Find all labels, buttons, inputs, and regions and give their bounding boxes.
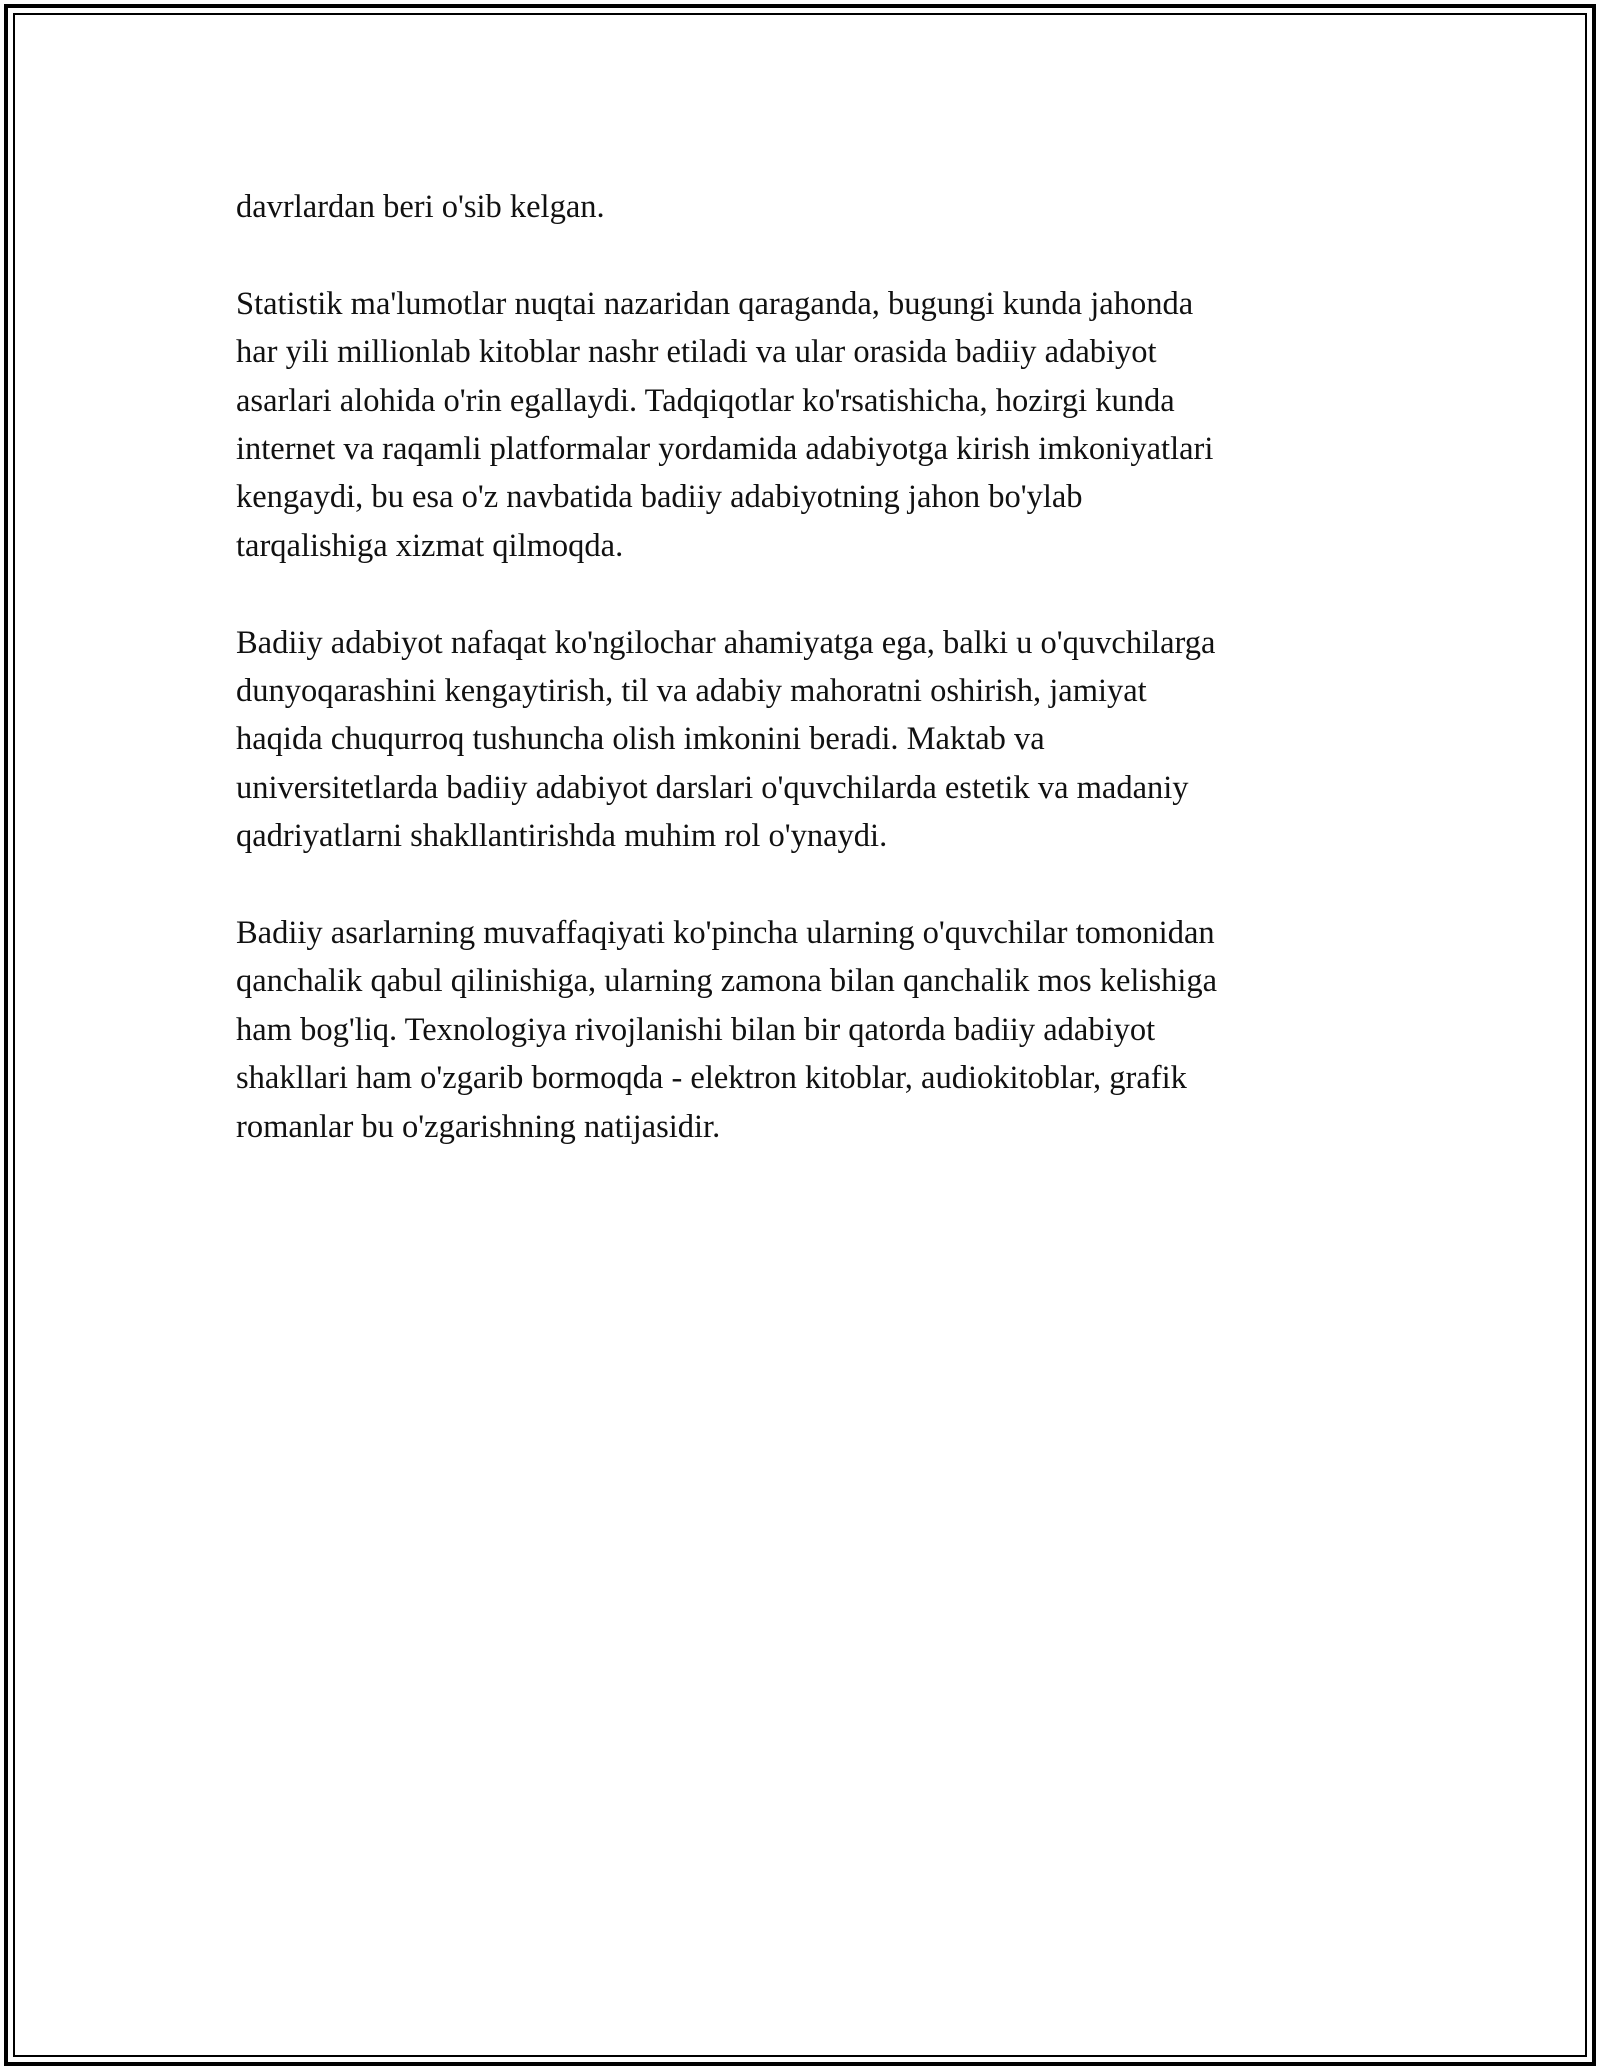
text-line: Statistik ma'lumotlar nuqtai nazaridan qaraganda, bugungi kunda jahonda [236,285,1194,322]
text-line: romanlar bu o'zgarishning natijasidir. [236,1108,721,1145]
paragraph-3 [236,619,1366,861]
text-line: universitetlarda badiiy adabiyot darslari o'quvchilarda estetik va madaniy [236,769,1189,806]
paragraph-1 [236,183,1366,231]
document-body [236,183,1366,1199]
text-line: haqida chuqurroq tushuncha olish imkonini beradi. Maktab va [236,721,1045,758]
text-line: Badiiy asarlarning muvaffaqiyati ko'pincha ularning o'quvchilar tomonidan [236,915,1215,952]
text-line: tarqalishiga xizmat qilmoqda. [236,527,624,564]
text-line: ham bog'liq. Texnologiya rivojlanishi bilan bir qatorda badiiy adabiyot [236,1011,1156,1048]
text-line: asarlari alohida o'rin egallaydi. Tadqiqotlar ko'rsatishicha, hozirgi kunda [236,382,1175,419]
text-line: shakllari ham o'zgarib bormoqda - elektron kitoblar, audiokitoblar, grafik [236,1060,1187,1097]
text-line: qanchalik qabul qilinishiga, ularning zamona bilan qanchalik mos kelishiga [236,963,1218,1000]
text-line: kengaydi, bu esa o'z navbatida badiiy adabiyotning jahon bo'ylab [236,479,1083,516]
text-line: qadriyatlarni shakllantirishda muhim rol o'ynaydi. [236,818,888,855]
paragraph-4 [236,909,1366,1151]
text-line: internet va raqamli platformalar yordamida adabiyotga kirish imkoniyatlari [236,431,1214,468]
text-line: davrlardan beri o'sib kelgan. [236,189,605,225]
text-line: dunyoqarashini kengaytirish, til va adabiy mahoratni oshirish, jamiyat [236,673,1147,710]
text-line: Badiiy adabiyot nafaqat ko'ngilochar ahamiyatga ega, balki u o'quvchilarga [236,624,1216,661]
paragraph-2 [236,280,1366,570]
text-line: har yili millionlab kitoblar nashr etiladi va ular orasida badiiy adabiyot [236,334,1157,371]
